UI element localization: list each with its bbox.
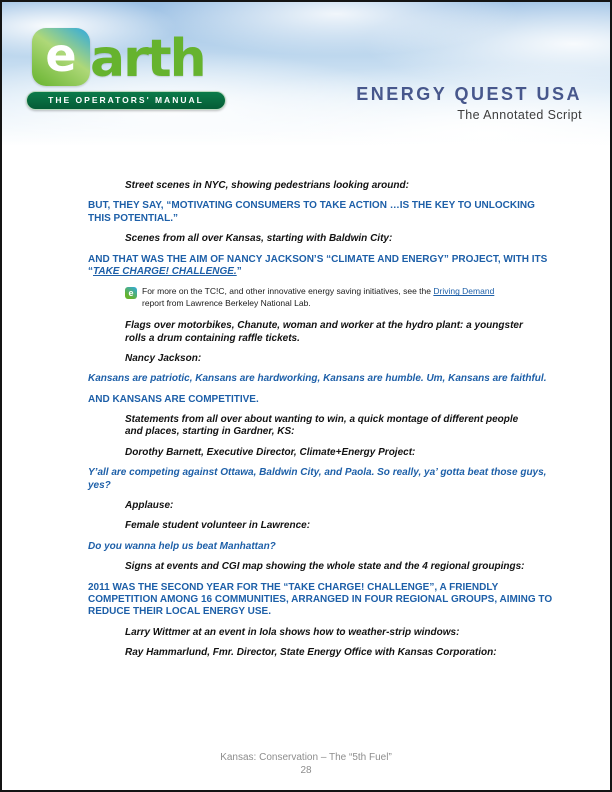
text-segment: Applause:	[125, 500, 174, 512]
direction-paragraph	[125, 627, 527, 639]
text-segment: report from Lawrence Berkeley National Lab.	[142, 298, 311, 309]
page-number: 28	[300, 765, 312, 776]
text-segment: Signs at events and CGI map showing the whole state and the 4 regional groupings:	[125, 561, 525, 573]
direction-paragraph	[125, 353, 527, 365]
direction-paragraph	[125, 180, 527, 192]
text-segment: Kansans are patriotic, Kansans are hardworking, Kansans are humble. Um, Kansans are faithful.	[88, 373, 547, 385]
direction-paragraph	[125, 320, 527, 345]
earth-wordmark	[32, 28, 226, 90]
document-subtitle: The Annotated Script	[457, 108, 582, 122]
page-header	[2, 2, 610, 152]
text-segment: Flags over motorbikes, Chanute, woman and worker at the hydro plant: a youngster rolls a drum containing raffle tickets.	[125, 320, 523, 344]
document-title-block	[356, 84, 582, 122]
text-segment: Statements from all over about wanting to win, a quick montage of different people and places, starting in Gardner, KS:	[125, 414, 519, 438]
direction-paragraph	[125, 647, 527, 659]
dialogue-paragraph	[88, 541, 558, 553]
dialogue-paragraph	[88, 467, 558, 492]
dialogue-paragraph	[88, 373, 558, 385]
narration-paragraph	[88, 582, 558, 619]
text-segment: 2011 WAS THE SECOND YEAR FOR THE “TAKE CHARGE! CHALLENGE”, A FRIENDLY COMPETITION AMONG 16 COMMUNITIES, ARRANGED IN FOUR REGIONAL GROUPS, AIMING TO REDUCE THEIR LOCAL ENERGY USE.	[88, 581, 553, 618]
page-footer	[2, 752, 610, 776]
footer-title: Kansas: Conservation – The “5th Fuel”	[220, 752, 392, 763]
eom-mini-logo-icon: e	[125, 287, 137, 299]
text-segment: Street scenes in NYC, showing pedestrians looking around:	[125, 180, 409, 191]
document-title: ENERGY QUEST USA	[356, 84, 582, 104]
text-segment: Dorothy Barnett, Executive Director, Climate+Energy Project:	[125, 446, 416, 458]
text-segment: For more on the TC!C, and other innovative energy saving initiatives, see the	[142, 286, 434, 297]
direction-paragraph	[125, 233, 527, 245]
text-segment: BUT, THEY SAY, “MOTIVATING CONSUMERS TO TAKE ACTION …IS THE KEY TO UNLOCKING THIS POTENTIAL.”	[88, 200, 535, 224]
narration-paragraph	[88, 394, 558, 406]
driving-demand-link[interactable]: Driving Demand	[433, 286, 495, 297]
text-segment: Ray Hammarlund, Fmr. Director, State Energy Office with Kansas Corporation:	[125, 647, 497, 659]
take-charge-challenge-link[interactable]: TAKE CHARGE! CHALLENGE.	[93, 265, 237, 277]
direction-paragraph	[125, 414, 527, 439]
earth-wordmark-rest: arth	[90, 29, 205, 90]
text-segment: ”	[236, 265, 242, 277]
text-segment: Scenes from all over Kansas, starting with Baldwin City:	[125, 233, 393, 245]
direction-paragraph	[125, 520, 527, 532]
text-segment: Larry Wittmer at an event in Iola shows how to weather-strip windows:	[125, 626, 460, 638]
text-segment: AND THAT WAS THE AIM OF NANCY JACKSON’S “CLIMATE AND ENERGY” PROJECT, WITH ITS “	[88, 253, 548, 277]
text-segment: Do you wanna help us beat Manhattan?	[88, 540, 276, 552]
text-segment: Y’all are competing against Ottawa, Baldwin City, and Paola. So really, ya’ gotta beat those guys, yes?	[88, 467, 547, 491]
script-body	[2, 152, 610, 660]
text-segment: AND KANSANS ARE COMPETITIVE.	[88, 393, 259, 405]
eom-logo	[32, 28, 226, 110]
text-segment: Female student volunteer in Lawrence:	[125, 520, 311, 532]
text-segment: Nancy Jackson:	[125, 352, 202, 364]
narration-paragraph	[88, 254, 558, 279]
note-paragraph	[125, 286, 517, 310]
direction-paragraph	[125, 561, 527, 573]
earth-logo-e-icon: e	[32, 28, 90, 86]
operators-manual-banner: THE OPERATORS' MANUAL	[26, 91, 226, 110]
direction-paragraph	[125, 447, 527, 459]
direction-paragraph	[125, 500, 527, 512]
narration-paragraph	[88, 200, 558, 225]
